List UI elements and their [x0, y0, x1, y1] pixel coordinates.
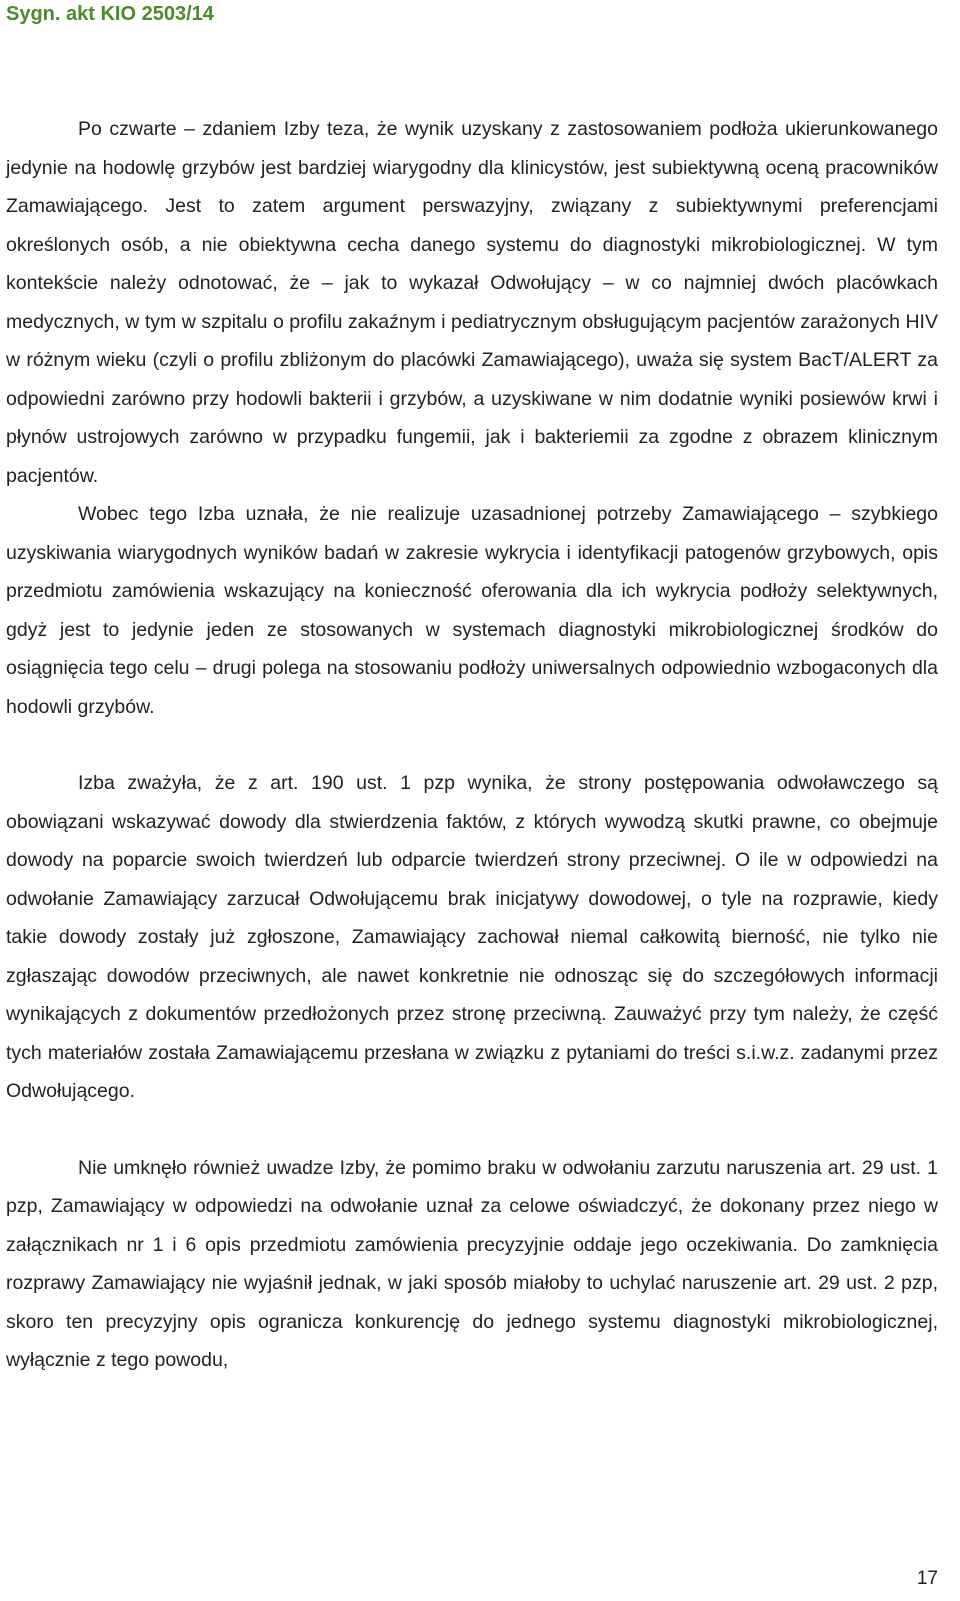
paragraph-wobec-tego: Wobec tego Izba uznała, że nie realizuje uzasadnionej potrzeby Zamawiającego – szybkiego uzyskiwania wiarygodnych wyników badań w zakresie wykrycia i identyfikacji patogenów grzybowych, opis przedmiotu zamówienia wskazujący na konieczność oferowania dla ich wykrycia podłoży selektywnych, gdyż jest to jedynie jeden ze stosowanych w systemach diagnostyki mikrobiologicznej środków do osiągnięcia tego celu – drugi polega na stosowaniu podłoży uniwersalnych odpowiednio wzbogaconych dla hodowli grzybów. [6, 503, 938, 718]
page-number: 17 [916, 1568, 938, 1589]
paragraph-spacer [6, 726, 938, 764]
paragraph-po-czwarte: Po czwarte – zdaniem Izby teza, że wynik uzyskany z zastosowaniem podłoża ukierunkowanego jedynie na hodowlę grzybów jest bardziej wiarygodny dla klinicystów, jest subiektywną oceną pracowników Zamawiającego. Jest to zatem argument perswazyjny, związany z subiektywnymi preferencjami określonych osób, a nie obiektywna cecha danego systemu do diagnostyki mikrobiologicznej. W tym kontekście należy odnotować, że – jak to wykazał Odwołujący – w co najmniej dwóch placówkach medycznych, w tym w szpitalu o profilu zakaźnym i pediatrycznym obsługującym pacjentów zarażonych HIV w różnym wieku (czyli o profilu zbliżonym do placówki Zamawiającego), uważa się system BacT/ALERT za odpowiedni zarówno przy hodowli bakterii i grzybów, a uzyskiwane w nim dodatnie wyniki posiewów krwi i płynów ustrojowych zarówno w przypadku fungemii, jak i bakteriemii za zgodne z obrazem klinicznym pacjentów. [6, 118, 938, 487]
paragraph-spacer [6, 1111, 938, 1149]
paragraph-nie-umknelo: Nie umknęło również uwadze Izby, że pomimo braku w odwołaniu zarzutu naruszenia art. 29 ust. 1 pzp, Zamawiający w odpowiedzi na odwołanie uznał za celowe oświadczyć, że dokonany przez niego w załącznikach nr 1 i 6 opis przedmiotu zamówienia precyzyjnie oddaje jego oczekiwania. Do zamknięcia rozprawy Zamawiający nie wyjaśnił jednak, w jaki sposób miałoby to uchylać naruszenie art. 29 ust. 2 pzp, skoro ten precyzyjny opis ogranicza konkurencję do jednego systemu diagnostyki mikrobiologicznej, wyłącznie z tego powodu, [6, 1156, 938, 1371]
document-signature-header: Sygn. akt KIO 2503/14 [6, 3, 214, 25]
document-body [6, 110, 938, 1380]
paragraph-izba-zwazyla: Izba zważyła, że z art. 190 ust. 1 pzp wynika, że strony postępowania odwoławczego są obowiązani wskazywać dowody dla stwierdzenia faktów, z których wywodzą skutki prawne, co obejmuje dowody na poparcie swoich twierdzeń lub odparcie twierdzeń strony przeciwnej. O ile w odpowiedzi na odwołanie Zamawiający zarzucał Odwołującemu brak inicjatywy dowodowej, o tyle na rozprawie, kiedy takie dowody zostały już zgłoszone, Zamawiający zachował niemal całkowitą bierność, nie tylko nie zgłaszając dowodów przeciwnych, ale nawet konkretnie nie odnosząc się do szczegółowych informacji wynikających z dokumentów przedłożonych przez stronę przeciwną. Zauważyć przy tym należy, że część tych materiałów została Zamawiającemu przesłana w związku z pytaniami do treści s.i.w.z. zadanymi przez Odwołującego. [6, 772, 938, 1102]
